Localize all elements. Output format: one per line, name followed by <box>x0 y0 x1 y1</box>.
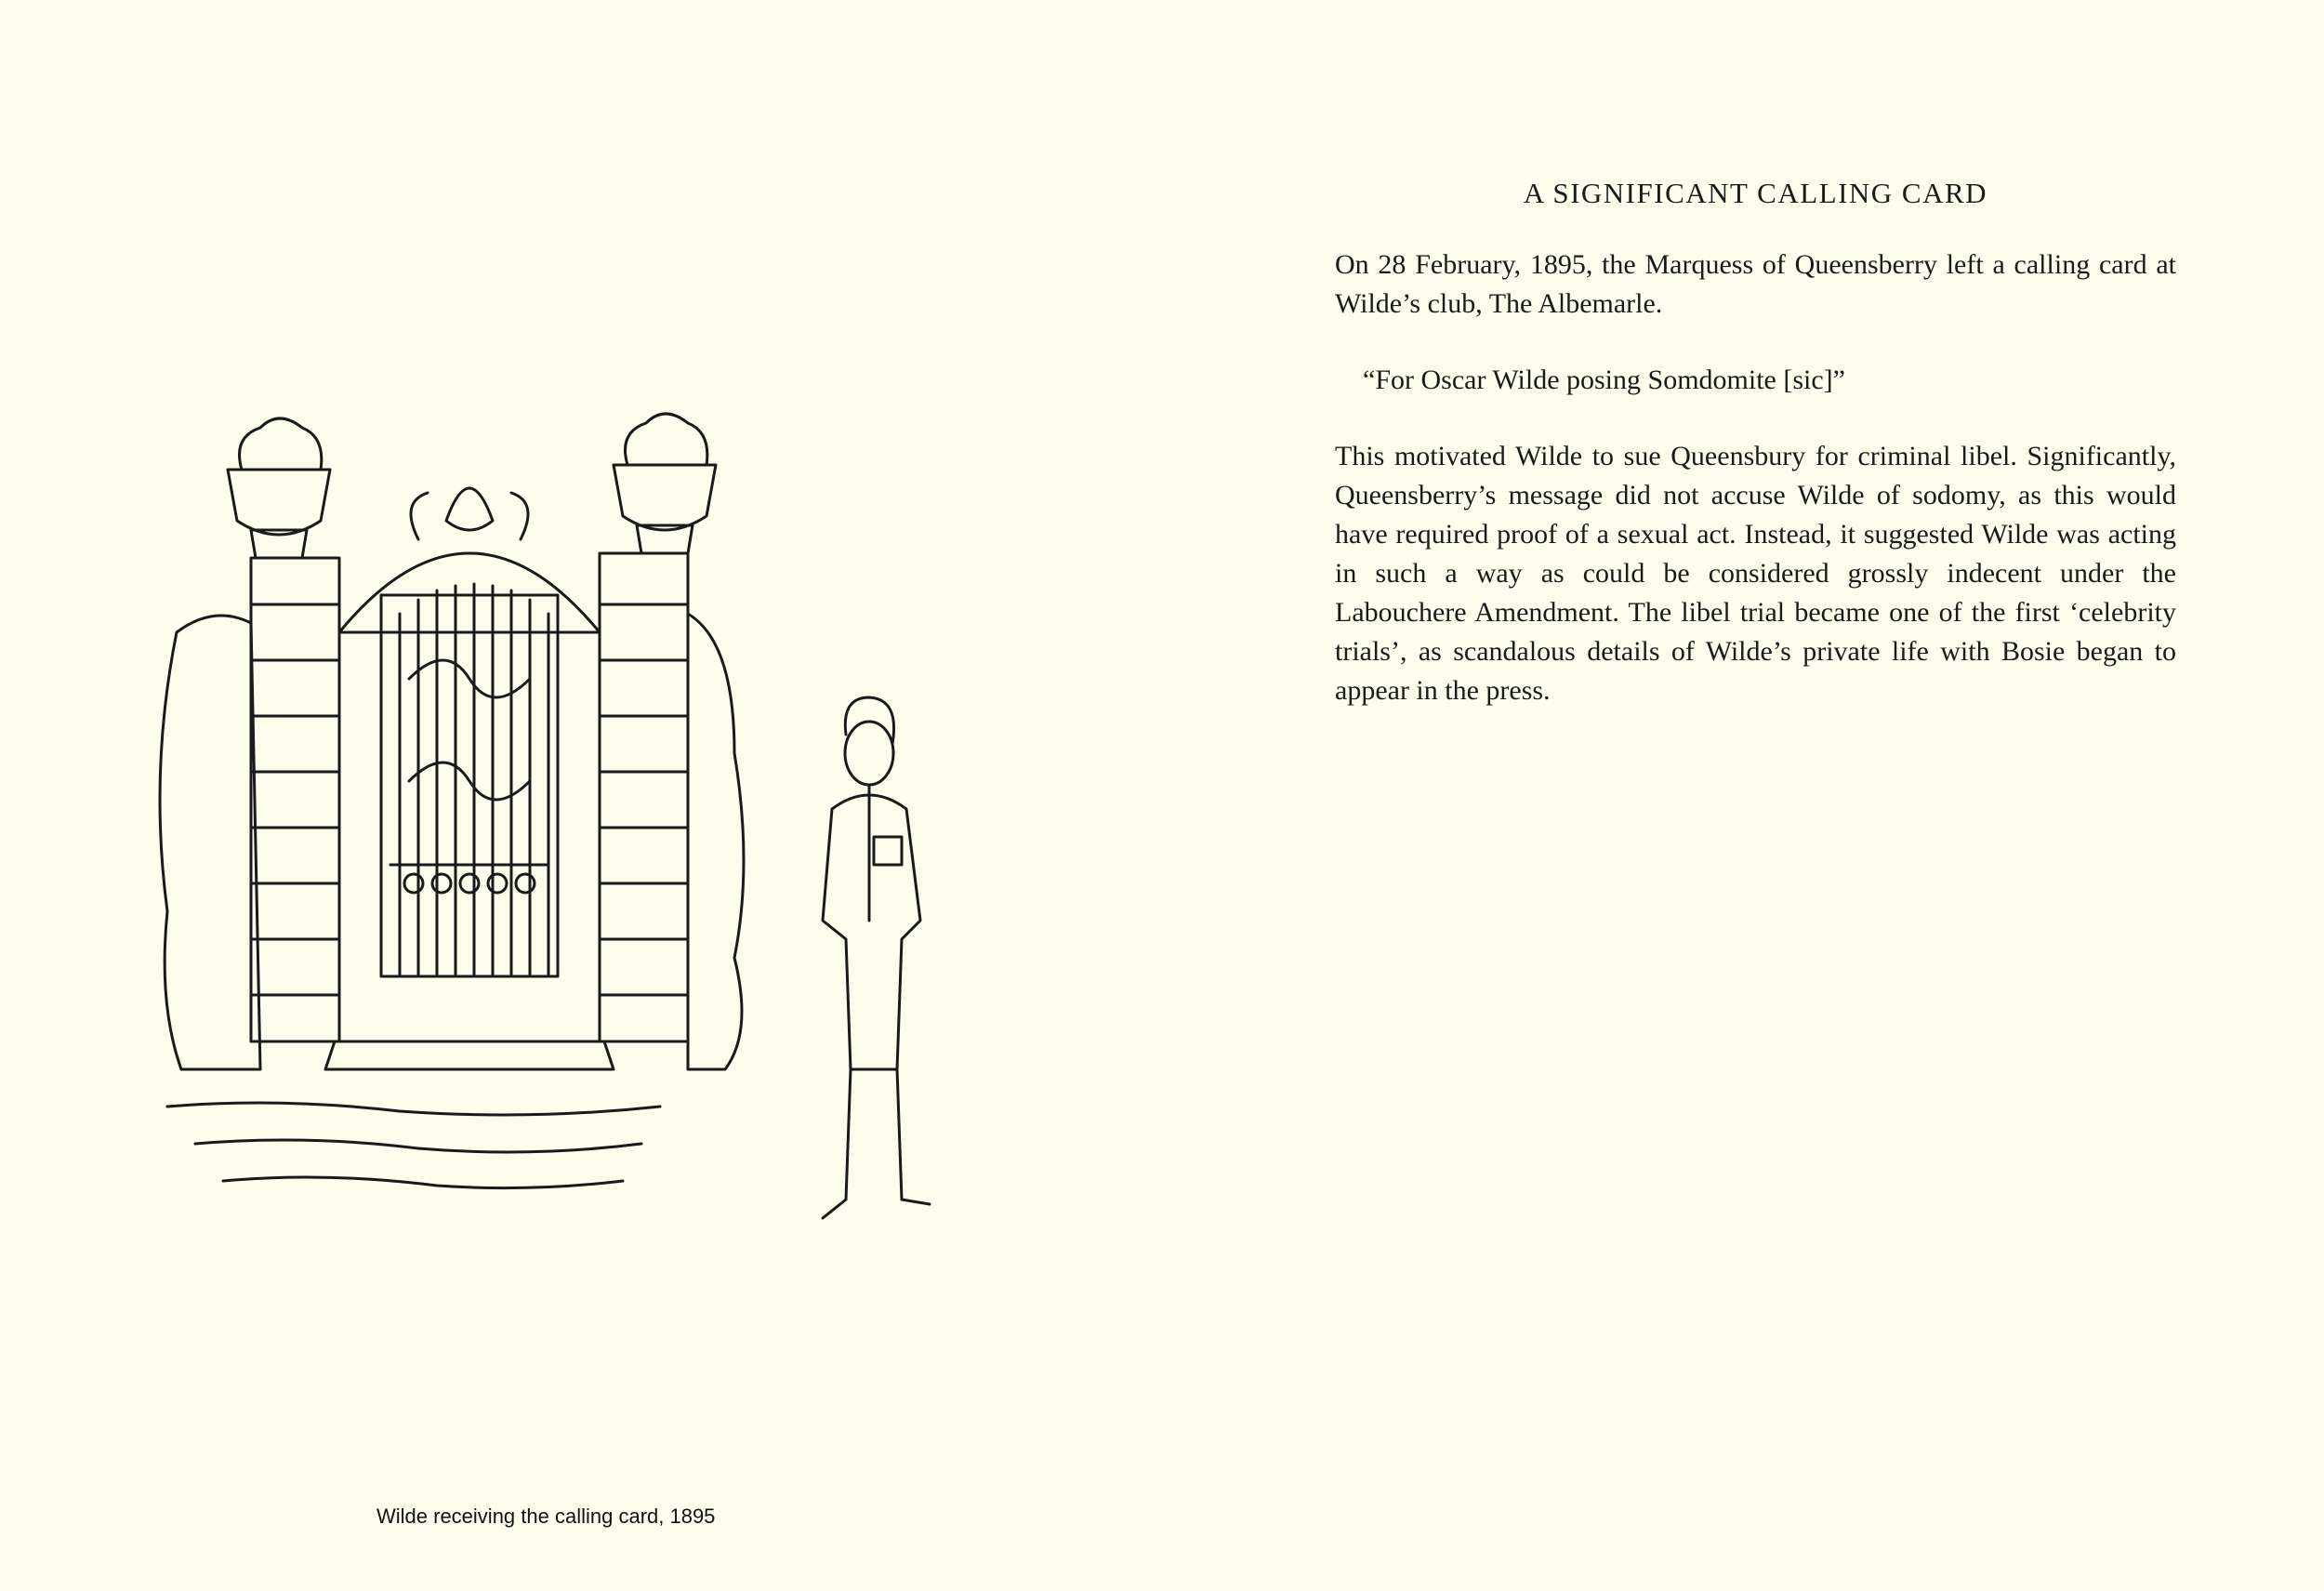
intro-paragraph: On 28 February, 1895, the Marquess of Queensberry left a calling card at Wilde’s club, The Albemarle. <box>1335 249 2176 319</box>
ink-illustration-gate-and-figure <box>139 400 976 1237</box>
body-paragraph: This motivated Wilde to sue Queensbury for criminal libel. Significantly, Queensberry’s message did not accuse Wilde of sodomy, as this would have required proof of a sexual act. Instead, it suggested Wilde was acting in such a way as could be considered grossly indecent under the Labouchere Amendment. The libel trial became one of the first ‘celebrity trials’, as scandalous details of Wilde’s private life with Bosie began to appear in the press. <box>1335 441 2176 706</box>
calling-card-quote: “For Oscar Wilde posing Somdomite [sic]” <box>1363 365 1845 395</box>
page-heading: A SIGNIFICANT CALLING CARD <box>1523 177 1988 209</box>
text-column <box>1335 177 2176 710</box>
illustration-caption: Wilde receiving the calling card, 1895 <box>376 1505 716 1528</box>
